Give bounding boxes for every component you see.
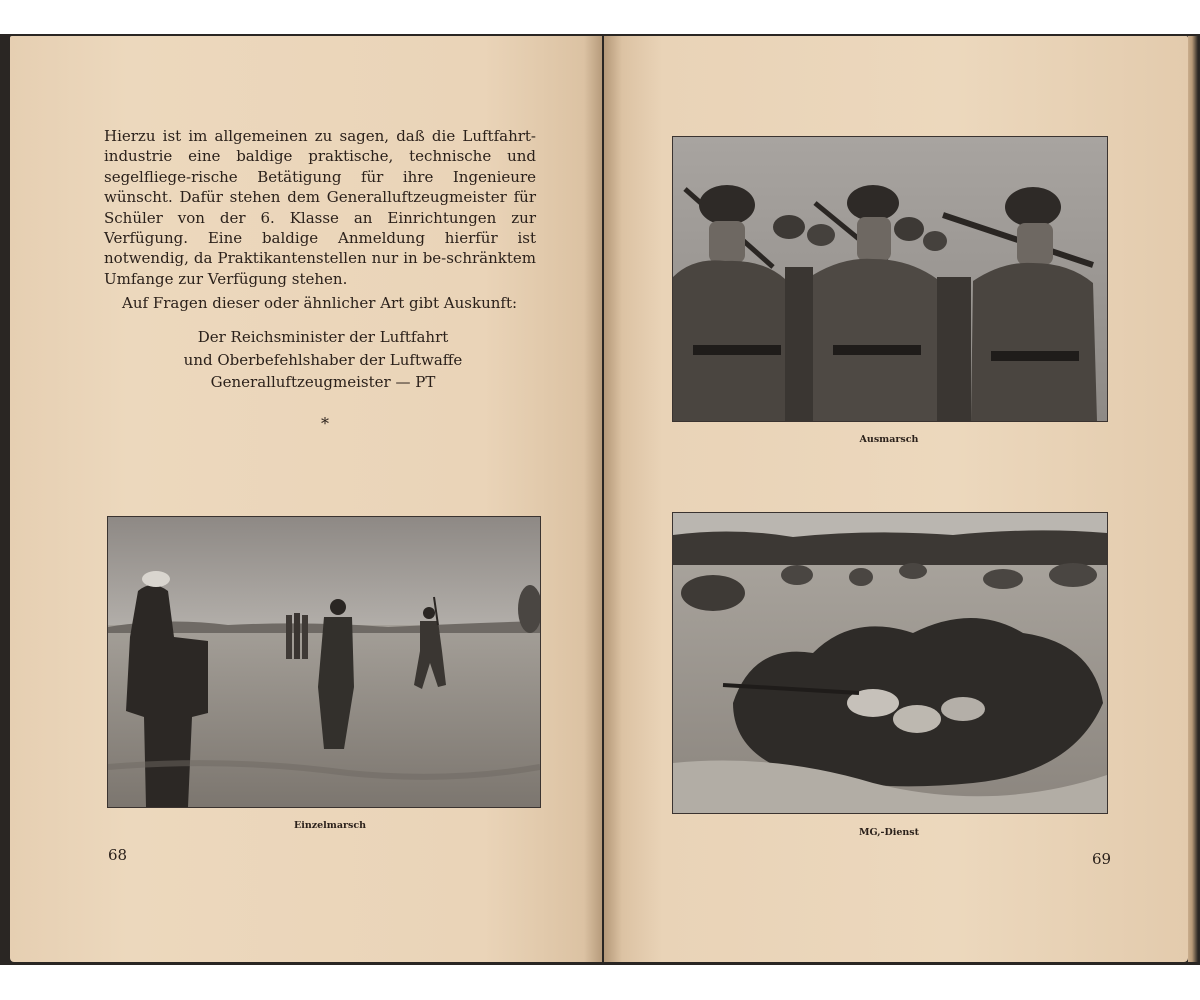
photo-einzelmarsch bbox=[107, 516, 541, 808]
gutter-shadow-right bbox=[604, 36, 622, 962]
address-line-3: Generalluftzeugmeister — PT bbox=[210, 373, 436, 392]
photo-mg-dienst bbox=[672, 512, 1108, 814]
page-number-left: 68 bbox=[108, 846, 128, 864]
caption-mg-dienst: MG,-Dienst bbox=[858, 827, 920, 838]
book-right-edge bbox=[1188, 36, 1198, 962]
caption-ausmarsch: Ausmarsch bbox=[859, 434, 919, 445]
photo-einzelmarsch-image bbox=[108, 517, 540, 807]
gutter-shadow-left bbox=[584, 36, 602, 962]
photo-ausmarsch-image bbox=[673, 137, 1107, 421]
section-separator: * bbox=[321, 414, 329, 433]
body-paragraph: Hierzu ist im allgemeinen zu sagen, daß die Luftfahrt-industrie eine baldige praktische, technische und segelfliege-rische Betätigung für ihre Ingenieure wünscht. Dafür stehen dem Generalluftzeugmeister für Schüler von der 6. Klasse an Einrichtungen zur Verfügung. Eine baldige Anmeldung hierfür ist notwendig, da Praktikantenstellen nur in be-schränktem Umfange zur Verfügung stehen. bbox=[104, 127, 536, 288]
right-page bbox=[604, 36, 1188, 962]
photo-ausmarsch bbox=[672, 136, 1108, 422]
left-page bbox=[10, 36, 602, 962]
caption-einzelmarsch: Einzelmarsch bbox=[293, 820, 367, 831]
address-line-2: und Oberbefehlshaber der Luftwaffe bbox=[183, 350, 463, 369]
address-line-1: Der Reichsminister der Luftfahrt bbox=[197, 328, 449, 346]
photo-mg-dienst-image bbox=[673, 513, 1107, 813]
page-number-right: 69 bbox=[1092, 850, 1112, 868]
inquiry-line: Auf Fragen dieser oder ähnlicher Art gibt Auskunft: bbox=[122, 294, 518, 312]
address-block bbox=[110, 326, 536, 394]
